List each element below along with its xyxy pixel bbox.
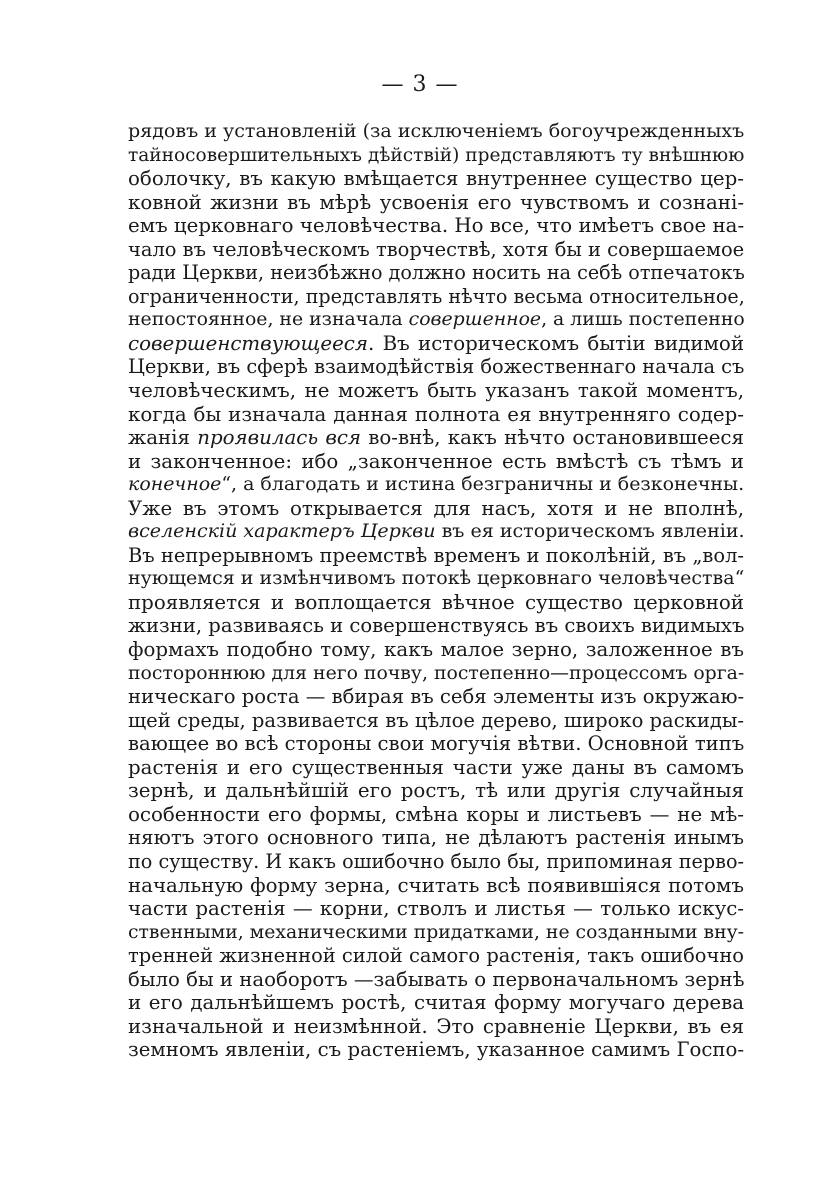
text-line <box>128 261 744 285</box>
text-run: когда бы изначала данная полнота ея внутренняго содер- <box>128 402 744 426</box>
text-run: начальную форму зерна, считать всѣ появившіяся потомъ <box>128 873 744 897</box>
italic-text: проявилась вся <box>197 426 362 450</box>
italic-text: вселенскій характеръ Церкви <box>128 520 436 543</box>
text-line <box>128 614 744 638</box>
text-line <box>128 403 744 427</box>
text-run: нующемся и измѣнчивомъ потокѣ церковнаго человѣчества“ <box>128 567 745 590</box>
text-run: непостоянное, не изначала <box>128 309 409 331</box>
text-line <box>128 379 744 403</box>
text-run: человѣческимъ, не можетъ быть указанъ такой моментъ, <box>128 379 744 403</box>
text-line <box>128 803 744 827</box>
text-line <box>128 709 744 733</box>
text-run: постороннюю для него почву, постепенно—процессомъ орга- <box>128 662 745 684</box>
text-line <box>128 426 744 450</box>
text-run: Церкви, въ сферѣ взаимодѣйствія божественнаго начала съ <box>128 355 745 379</box>
text-run: по существу. И какъ ошибочно было бы, припоминая перво- <box>128 849 744 873</box>
text-line <box>128 497 744 521</box>
body-text <box>128 120 744 1062</box>
text-run: Въ непрерывномъ преемствѣ временъ и поколѣній, въ „вол- <box>128 543 744 567</box>
italic-text: конечное <box>128 473 222 496</box>
text-line <box>128 285 744 309</box>
text-run: тренней жизненной силой самого растенія, такъ ошибочно <box>128 944 744 968</box>
text-line <box>128 638 744 662</box>
text-run: въ ея историческомъ явленіи. <box>435 520 745 543</box>
text-run: части растенія — корни, стволъ и листья — только искус- <box>128 897 744 921</box>
text-run: проявляется и воплощается вѣчное существо церковной <box>128 590 744 614</box>
text-line <box>128 1015 744 1039</box>
text-run: было бы и наоборотъ —забывать о первоначальномъ зернѣ <box>128 967 745 991</box>
text-run: щей среды, развивается въ цѣлое дерево, широко раскиды- <box>128 708 745 732</box>
text-run: тайносовершительныхъ дѣйствій) представляютъ ту внѣшнюю <box>128 144 745 166</box>
text-line <box>128 662 744 686</box>
text-run: , а лишь постепенно <box>541 309 745 331</box>
text-line <box>128 921 744 945</box>
text-line <box>128 308 744 332</box>
text-line <box>128 756 744 780</box>
italic-text: совершенствующееся <box>128 331 368 355</box>
text-line <box>128 120 744 144</box>
text-line <box>128 473 744 497</box>
text-line <box>128 897 744 921</box>
text-run: и законченное: ибо „законченное есть вмѣстѣ съ тѣмъ и <box>128 449 744 473</box>
text-run: “, а благодать и истина безграничны и безконечны. <box>221 473 745 496</box>
text-run: и его дальнѣйшемъ ростѣ, считая форму могучаго дерева <box>128 991 744 1015</box>
text-run: особенности его формы, смѣна коры и листьевъ — не мѣ- <box>128 802 744 826</box>
text-run: . Въ историческомъ бытіи видимой <box>367 331 744 355</box>
text-run: рядовъ и установленій (за исключеніемъ богоучрежденныхъ <box>128 120 745 142</box>
text-line <box>128 685 744 709</box>
text-line <box>128 1038 744 1062</box>
text-run: ственными, механическими придатками, не созданными вну- <box>128 921 744 943</box>
text-run: изначальной и неизмѣнной. Это сравненіе Церкви, въ ея <box>128 1014 744 1038</box>
text-line <box>128 826 744 850</box>
text-line <box>128 544 744 568</box>
page-number: — 3 — <box>381 72 459 97</box>
text-line <box>128 332 744 356</box>
text-line <box>128 732 744 756</box>
text-line <box>128 567 744 591</box>
text-run: емъ церковнаго человѣчества. Но все, что имѣетъ свое на- <box>128 214 745 238</box>
text-run: растенія и его существенныя части уже даны въ самомъ <box>128 755 744 779</box>
text-line <box>128 214 744 238</box>
text-run: вающее во всѣ стороны свои могучія вѣтви. Основной типъ <box>128 732 745 756</box>
text-run: оболочку, въ какую вмѣщается внутреннее существо цер- <box>128 167 744 191</box>
text-line <box>128 191 744 215</box>
text-run: во-внѣ, какъ нѣчто остановившееся <box>361 426 744 450</box>
text-line <box>128 850 744 874</box>
text-run: формахъ подобно тому, какъ малое зерно, заложенное въ <box>128 638 744 662</box>
text-line <box>128 238 744 262</box>
text-line <box>128 591 744 615</box>
text-line <box>128 779 744 803</box>
text-line <box>128 968 744 992</box>
text-run: ковной жизни въ мѣрѣ усвоенія его чувствомъ и сознані- <box>128 190 744 214</box>
text-line <box>128 355 744 379</box>
italic-text: совершенное <box>408 309 542 331</box>
text-line <box>128 944 744 968</box>
text-line <box>128 144 744 168</box>
text-line <box>128 520 744 544</box>
text-run: няютъ этого основного типа, не дѣлаютъ растенія инымъ <box>128 826 744 850</box>
text-run: ническаго роста — вбирая въ себя элементы изъ окружаю- <box>128 685 745 709</box>
text-run: земномъ явленіи, съ растеніемъ, указанное самимъ Госпо- <box>128 1038 744 1062</box>
text-line <box>128 167 744 191</box>
text-run: чало въ человѣческомъ творчествѣ, хотя бы и совершаемое <box>128 237 745 261</box>
text-line <box>128 991 744 1015</box>
text-run: жанія <box>128 426 198 450</box>
text-run: ради Церкви, неизбѣжно должно носить на себѣ отпечатокъ <box>128 261 745 285</box>
text-run: зернѣ, и дальнѣйшій его ростъ, тѣ или другія случайныя <box>128 779 744 803</box>
text-run: ограниченности, представлять нѣчто весьма относительное, <box>128 284 745 308</box>
text-run: жизни, развиваясь и совершенствуясь въ своихъ видимыхъ <box>128 614 745 638</box>
text-run: Уже въ этомъ открывается для насъ, хотя и не вполнѣ, <box>128 496 744 520</box>
text-line <box>128 874 744 898</box>
text-line <box>128 450 744 474</box>
